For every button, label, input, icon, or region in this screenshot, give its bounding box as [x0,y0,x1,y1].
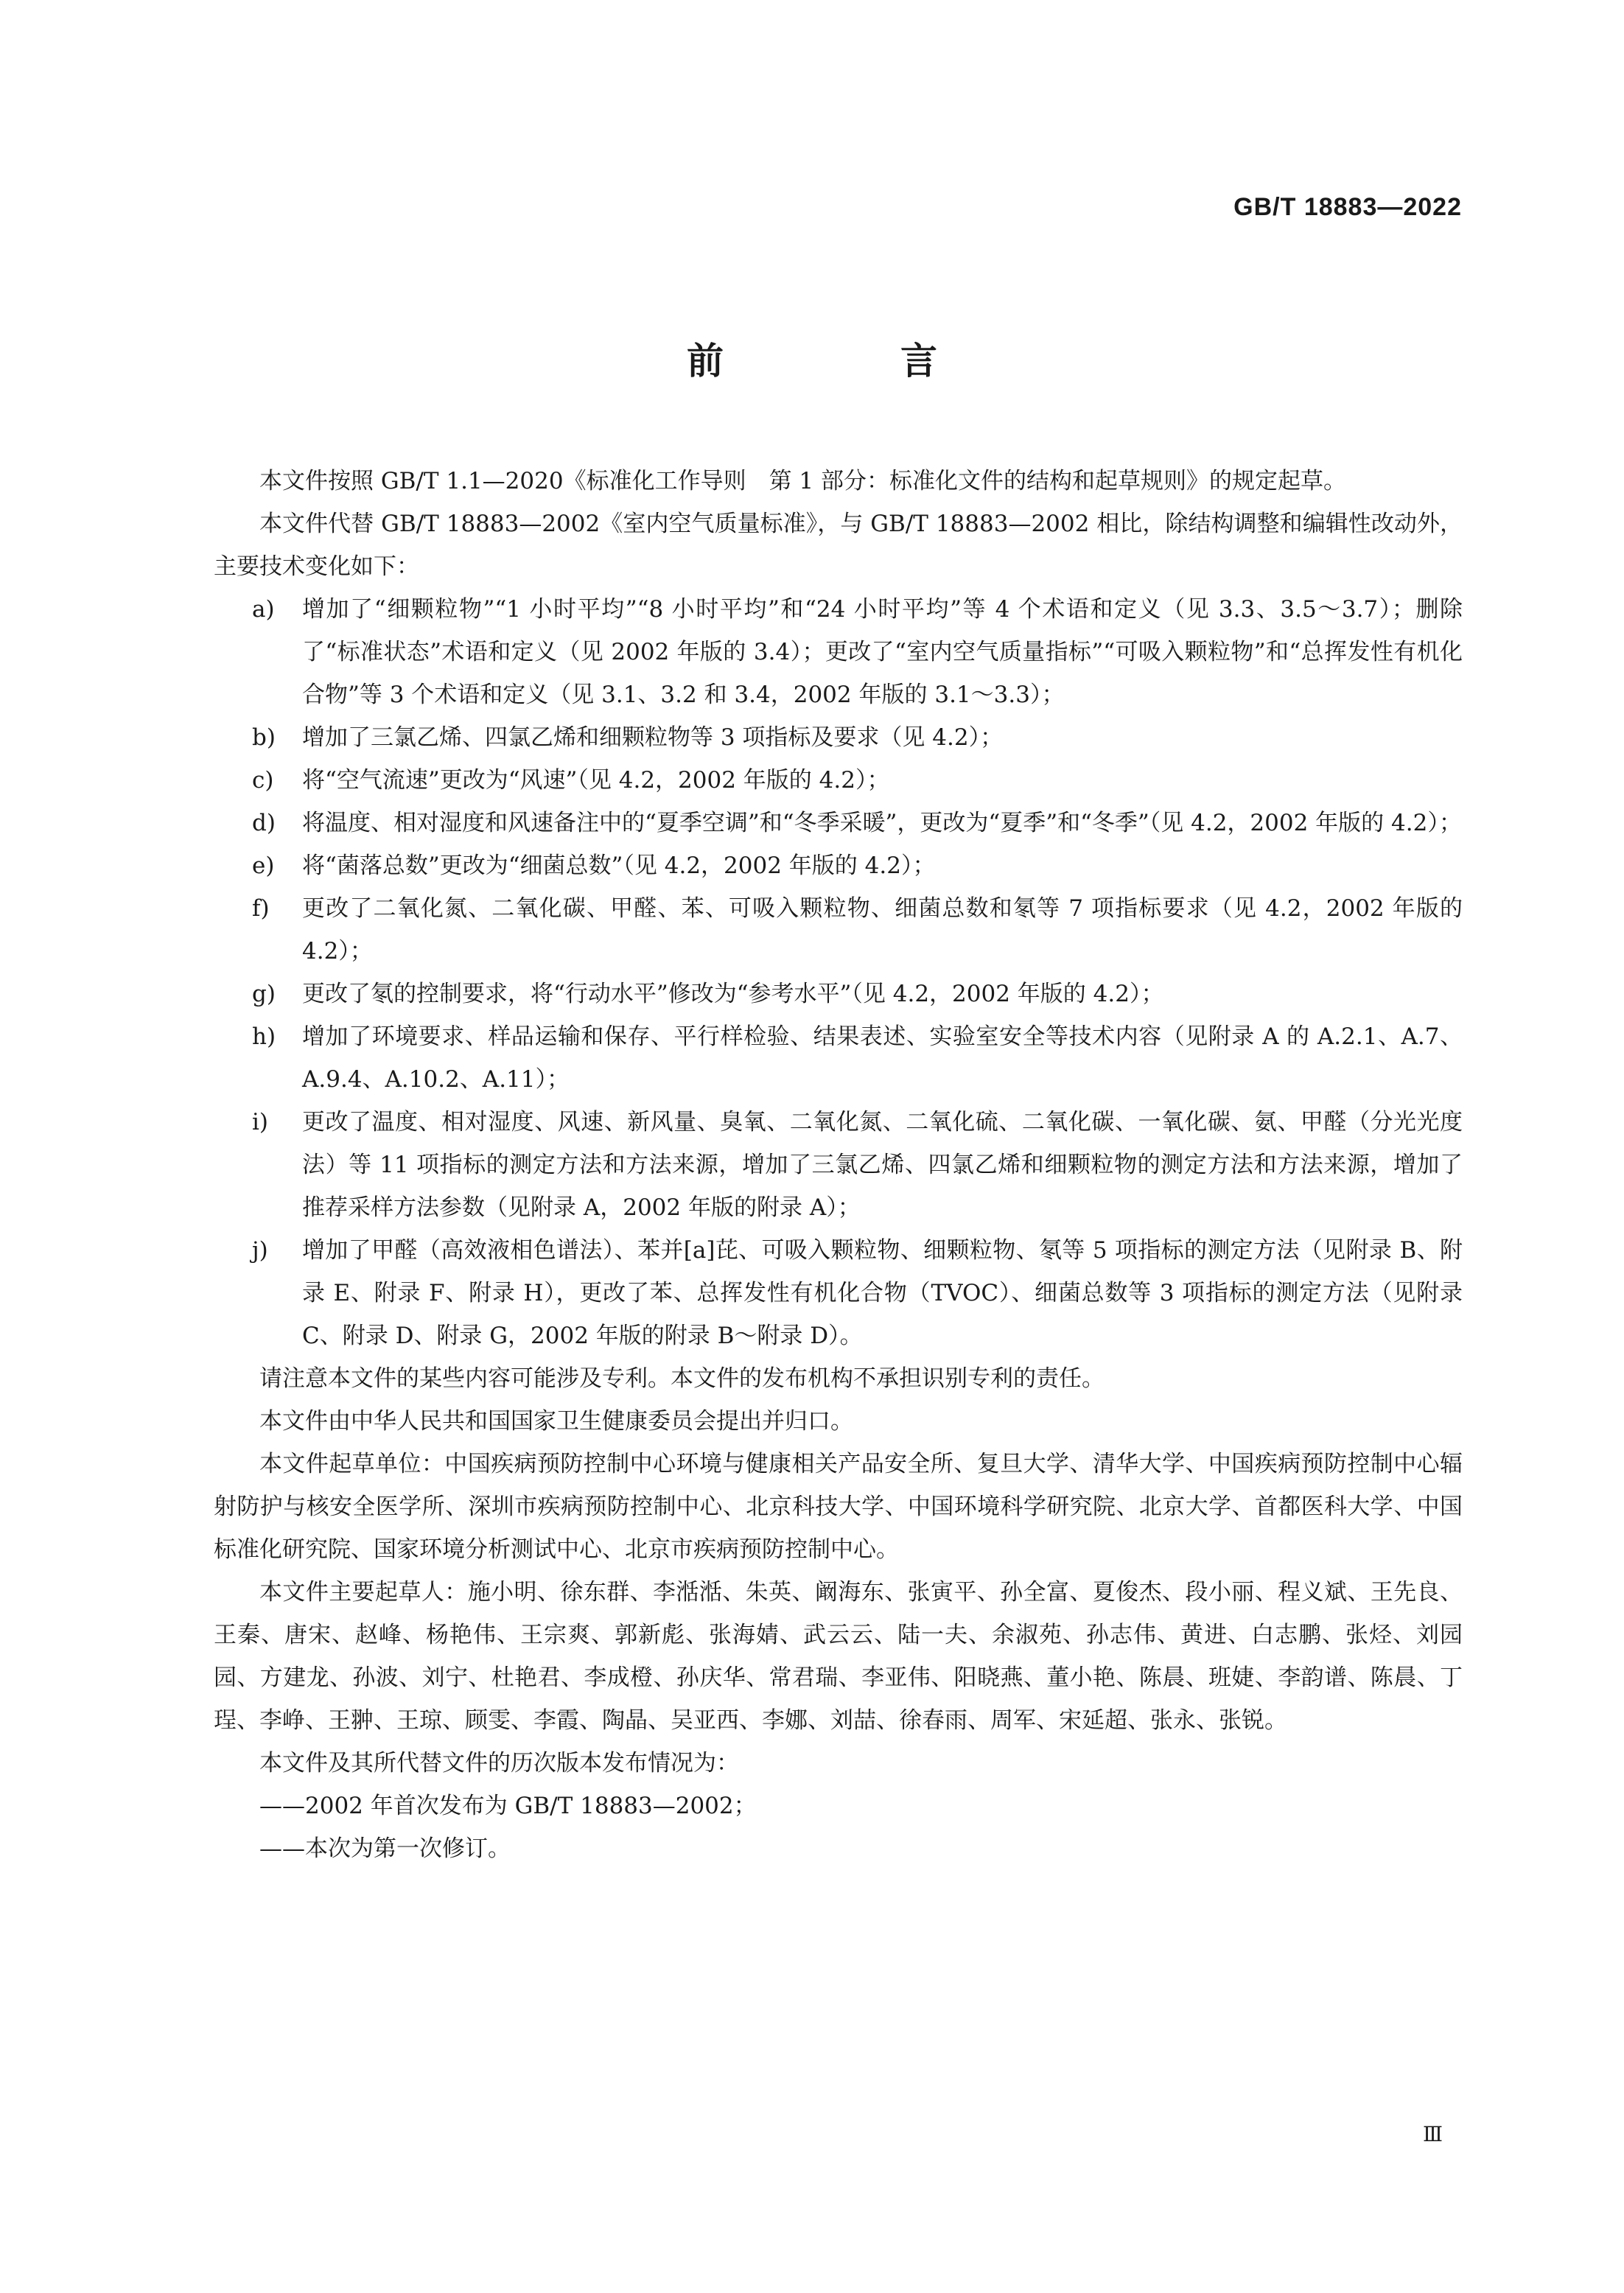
list-marker: j) [252,1237,268,1264]
list-marker: g) [252,981,276,1007]
list-item-text: 增加了甲醛（高效液相色谱法）、苯并[a]芘、可吸入颗粒物、细颗粒物、氡等 5 项指标的测定方法（见附录 B、附录 E、附录 F、附录 H），更改了苯、总挥发性有机化合物（TVOC）、细菌总数等 3 项指标的测定方法（见附录 C、附录 D、附录 G，2002 年版的附录 B～附录 D）。 [302,1237,1463,1349]
list-marker: c) [252,767,274,794]
intro-paragraph-2: 本文件代替 GB/T 18883—2002《室内空气质量标准》，与 GB/T 18883—2002 相比，除结构调整和编辑性改动外，主要技术变化如下： [214,511,1463,580]
list-item-text: 增加了三氯乙烯、四氯乙烯和细颗粒物等 3 项指标及要求（见 4.2）； [302,724,1004,751]
list-marker: i) [252,1109,269,1135]
list-marker: f) [252,895,270,922]
intro-paragraph-1: 本文件按照 GB/T 1.1—2020《标准化工作导则 第 1 部分：标准化文件的结构和起草规则》的规定起草。 [259,468,1346,494]
technical-changes-list [214,588,1463,1357]
change-item-j [214,1229,1463,1357]
change-item-d [214,802,1463,844]
history-item-2: ——本次为第一次修订。 [259,1835,511,1862]
list-marker: h) [252,1023,276,1050]
list-marker: e) [252,853,275,879]
change-item-h [214,1015,1463,1101]
list-marker: d) [252,810,276,836]
history-intro: 本文件及其所代替文件的历次版本发布情况为： [259,1750,739,1776]
change-item-c [214,759,1463,802]
page-title: 前 言 [687,340,1007,382]
change-item-e [214,844,1463,887]
list-item-text: 增加了“细颗粒物”“1 小时平均”“8 小时平均”和“24 小时平均”等 4 个术语和定义（见 3.3、3.5～3.7）；删除了“标准状态”术语和定义（见 2002 年版的 3.4）；更改了“室内空气质量指标”“可吸入颗粒物”和“总挥发性有机化合物”等 3 个术语和定义（见 3.1、3.2 和 3.4，2002 年版的 3.1～3.3）； [302,596,1463,708]
change-item-a [214,588,1463,716]
patent-notice: 请注意本文件的某些内容可能涉及专利。本文件的发布机构不承担识别专利的责任。 [259,1365,1105,1392]
list-item-text: 将“空气流速”更改为“风速”（见 4.2，2002 年版的 4.2）； [302,767,890,794]
list-item-text: 将温度、相对湿度和风速备注中的“夏季空调”和“冬季采暖”，更改为“夏季”和“冬季”（见 4.2，2002 年版的 4.2）； [302,810,1462,836]
standard-number: GB/T 18883—2022 [1233,193,1462,221]
change-item-g [214,973,1463,1015]
proposer-statement: 本文件由中华人民共和国国家卫生健康委员会提出并归口。 [259,1408,853,1435]
list-marker: b) [252,724,276,751]
list-item-text: 更改了二氧化氮、二氧化碳、甲醛、苯、可吸入颗粒物、细菌总数和氡等 7 项指标要求（见 4.2，2002 年版的 4.2）； [302,895,1463,965]
change-item-f [214,887,1463,973]
history-item-1: ——2002 年首次发布为 GB/T 18883—2002； [259,1793,757,1819]
change-item-i [214,1101,1463,1229]
drafting-units: 本文件起草单位：中国疾病预防控制中心环境与健康相关产品安全所、复旦大学、清华大学、中国疾病预防控制中心辐射防护与核安全医学所、深圳市疾病预防控制中心、北京科技大学、中国环境科学研究院、北京大学、首都医科大学、中国标准化研究院、国家环境分析测试中心、北京市疾病预防控制中心。 [214,1451,1463,1563]
page-number: Ⅲ [1422,2122,1443,2146]
list-marker: a) [252,596,275,623]
main-drafters: 本文件主要起草人：施小明、徐东群、李湉湉、朱英、阚海东、张寅平、孙全富、夏俊杰、段小丽、程义斌、王先良、王秦、唐宋、赵峰、杨艳伟、王宗爽、郭新彪、张海婧、武云云、陆一夫、余淑苑、孙志伟、黄进、白志鹏、张烃、刘园园、方建龙、孙波、刘宁、杜艳君、李成橙、孙庆华、常君瑞、李亚伟、阳晓燕、董小艳、陈晨、班婕、李韵谱、陈晨、丁珵、李峥、王翀、王琼、顾雯、李霞、陶晶、吴亚西、李娜、刘喆、徐春雨、周军、宋延超、张永、张锐。 [214,1579,1463,1734]
list-item-text: 更改了氡的控制要求，将“行动水平”修改为“参考水平”（见 4.2，2002 年版的 4.2）； [302,981,1164,1007]
foreword-body [214,460,1463,1870]
list-item-text: 更改了温度、相对湿度、风速、新风量、臭氧、二氧化氮、二氧化硫、二氧化碳、一氧化碳、氨、甲醛（分光光度法）等 11 项指标的测定方法和方法来源，增加了三氯乙烯、四氯乙烯和细颗粒物的测定方法和方法来源，增加了推荐采样方法参数（见附录 A，2002 年版的附录 A）； [302,1109,1463,1221]
list-item-text: 将“菌落总数”更改为“细菌总数”（见 4.2，2002 年版的 4.2）； [302,853,936,879]
list-item-text: 增加了环境要求、样品运输和保存、平行样检验、结果表述、实验室安全等技术内容（见附录 A 的 A.2.1、A.7、A.9.4、A.10.2、A.11）； [302,1023,1463,1093]
change-item-b [214,716,1463,759]
